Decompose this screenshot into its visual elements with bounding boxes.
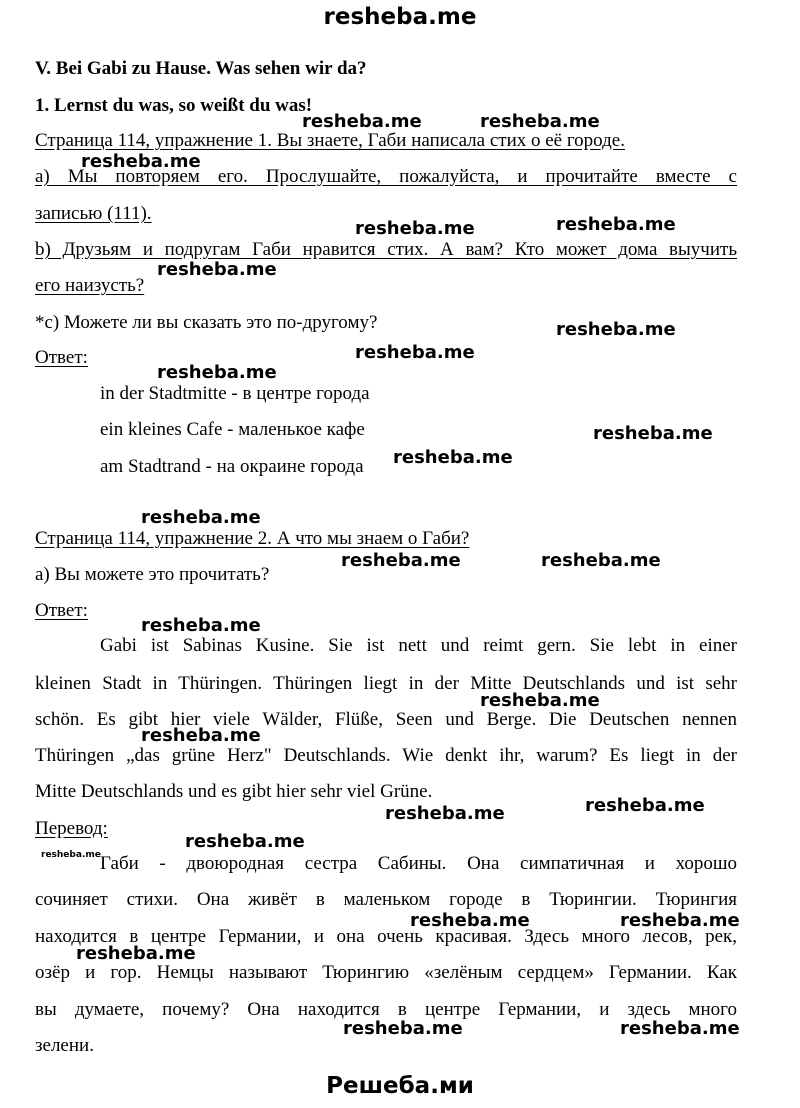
exercise2-answer-label: Ответ: [35, 600, 88, 621]
exercise1-b-line2: его наизусть? [35, 275, 145, 296]
exercise1-b-line1: b) Друзьям и подругам Габи нравится стих. А вам? Кто может дома выучить [35, 239, 737, 260]
watermark: resheba.me [302, 111, 422, 132]
watermark: resheba.me [81, 151, 201, 172]
section-title: V. Bei Gabi zu Hause. Was sehen wir da? [35, 58, 367, 79]
watermark: resheba.me [141, 507, 261, 528]
answer-item: am Stadtrand - на окраине города [100, 456, 364, 477]
watermark: resheba.me [76, 943, 196, 964]
watermark-small: resheba.me [41, 850, 101, 860]
exercise2-heading: Страница 114, упражнение 2. А что мы знаем о Габи? [35, 528, 470, 549]
translation-text-line: сочиняет стихи. Она живёт в маленьком городе в Тюрингии. Тюрингия [35, 889, 737, 910]
watermark: resheba.me [157, 362, 277, 383]
watermark: resheba.me [355, 218, 475, 239]
german-text-line: Mitte Deutschlands und es gibt hier sehr viel Grüne. [35, 781, 433, 802]
watermark: resheba.me [480, 111, 600, 132]
watermark: resheba.me [556, 214, 676, 235]
watermark: resheba.me [157, 259, 277, 280]
watermark: resheba.me [410, 910, 530, 931]
watermark: resheba.me [385, 803, 505, 824]
exercise1-answer-label: Ответ: [35, 347, 88, 368]
exercise1-a-line1: a) Мы повторяем его. Прослушайте, пожалуйста, и прочитайте вместе с [35, 166, 737, 187]
exercise2-a: a) Вы можете это прочитать? [35, 564, 270, 585]
german-text-line: schön. Es gibt hier viele Wälder, Flüße, Seen und Berge. Die Deutschen nennen [35, 709, 737, 730]
watermark: resheba.me [556, 319, 676, 340]
watermark: resheba.me [343, 1018, 463, 1039]
watermark: resheba.me [593, 423, 713, 444]
translation-text-line: озёр и гор. Немцы называют Тюрингию «зелёным сердцем» Германии. Как [35, 962, 737, 983]
german-text-line: kleinen Stadt in Thüringen. Thüringen liegt in der Mitte Deutschlands und ist sehr [35, 673, 737, 694]
translation-text-line: Габи - двоюродная сестра Сабины. Она симпатичная и хорошо [100, 853, 737, 874]
translation-text-line: вы думаете, почему? Она находится в центре Германии, и здесь много [35, 999, 737, 1020]
translation-text-line: находится в центре Германии, и она очень красивая. Здесь много лесов, рек, [35, 926, 737, 947]
watermark: resheba.me [341, 550, 461, 571]
watermark: resheba.me [541, 550, 661, 571]
watermark: resheba.me [620, 910, 740, 931]
german-text-line: Thüringen „das grüne Herz" Deutschlands. Wie denkt ihr, warum? Es liegt in der [35, 745, 737, 766]
watermark: resheba.me [355, 342, 475, 363]
watermark: resheba.me [141, 725, 261, 746]
watermark: resheba.me [141, 615, 261, 636]
site-footer: Решеба.ми [326, 1073, 474, 1099]
subsection-title: 1. Lernst du was, so weißt du was! [35, 95, 313, 116]
watermark: resheba.me [620, 1018, 740, 1039]
watermark: resheba.me [585, 795, 705, 816]
translation-text-line: зелени. [35, 1035, 94, 1056]
translation-label: Перевод: [35, 818, 108, 839]
german-text-line: Gabi ist Sabinas Kusine. Sie ist nett und reimt gern. Sie lebt in einer [100, 635, 737, 656]
answer-item: in der Stadtmitte - в центре города [100, 383, 370, 404]
watermark: resheba.me [185, 831, 305, 852]
exercise1-a-line2: записью (111). [35, 203, 152, 224]
watermark: resheba.me [480, 690, 600, 711]
exercise1-c: *c) Можете ли вы сказать это по-другому? [35, 312, 378, 333]
answer-item: ein kleines Cafe - маленькое кафе [100, 419, 365, 440]
site-header: resheba.me [323, 4, 477, 30]
watermark: resheba.me [393, 447, 513, 468]
exercise1-heading: Страница 114, упражнение 1. Вы знаете, Габи написала стих о её городе. [35, 130, 625, 151]
